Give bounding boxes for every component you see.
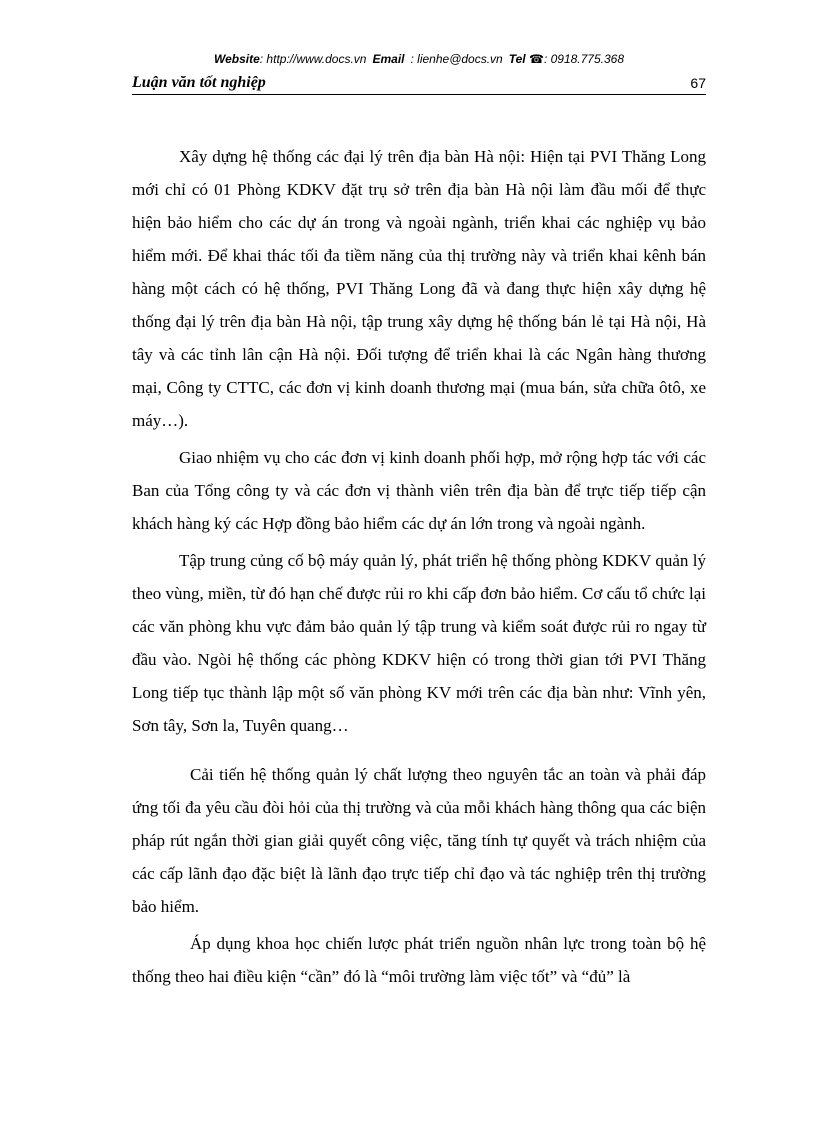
website-contact-line — [132, 52, 706, 66]
body-text — [132, 140, 706, 993]
running-header — [132, 72, 706, 95]
paragraph-agent-network: Xây dựng hệ thống các đại lý trên địa bàn Hà nội: Hiện tại PVI Thăng Long mới chỉ có 01 Phòng KDKV đặt trụ sở trên địa bàn Hà nội làm đầu mối để thực hiện bảo hiểm cho các dự án trong và ngoài ngành, triển khai các nghiệp vụ bảo hiểm mới. Để khai thác tối đa tiềm năng của thị trường này và triển khai kênh bán hàng một cách có hệ thống, PVI Thăng Long đã và đang thực hiện xây dựng hệ thống đại lý trên địa bàn Hà nội, tập trung xây dựng hệ thống bán lẻ tại Hà nội, Hà tây và các tỉnh lân cận Hà nội. Đối tượng để triển khai là các Ngân hàng thương mại, Công ty CTTC, các đơn vị kinh doanh thương mại (mua bán, sửa chữa ôtô, xe máy…). — [132, 147, 706, 430]
page-number: 67 — [690, 75, 706, 91]
tel-number: : 0918.775.368 — [543, 52, 625, 66]
paragraph-human-resources: Áp dụng khoa học chiến lược phát triển nguồn nhân lực trong toàn bộ hệ thống theo hai điều kiện “cần” đó là “môi trường làm việc tốt” và “đủ” là — [132, 934, 706, 986]
website-url[interactable]: : http://www.docs.vn — [259, 52, 367, 66]
email-address[interactable]: : lienhe@docs.vn — [410, 52, 503, 66]
website-label: Website — [213, 52, 260, 66]
document-title: Luận văn tốt nghiệp — [132, 74, 266, 91]
paragraph-quality-management: Cải tiến hệ thống quản lý chất lượng theo nguyên tắc an toàn và phải đáp ứng tối đa yêu cầu đòi hỏi của thị trường và của mỗi khách hàng thông qua các biện pháp rút ngắn thời gian giải quyết công việc, tăng tính tự quyết và trách nhiệm của các cấp lãnh đạo đặc biệt là lãnh đạo trực tiếp chỉ đạo và tác nghiệp trên thị trường bảo hiểm. — [132, 765, 706, 916]
tel-label: Tel — [508, 52, 526, 66]
email-label: Email — [372, 52, 405, 66]
paragraph-management-structure: Tập trung củng cố bộ máy quản lý, phát triển hệ thống phòng KDKV quản lý theo vùng, miền, từ đó hạn chế được rủi ro khi cấp đơn bảo hiểm. Cơ cấu tổ chức lại các văn phòng khu vực đảm bảo quản lý tập trung và kiểm soát được rủi ro ngay từ đầu vào. Ngòi hệ thống các phòng KDKV hiện có trong thời gian tới PVI Thăng Long tiếp tục thành lập một số văn phòng KV mới trên các địa bàn như: Vĩnh yên, Sơn tây, Sơn la, Tuyên quang… — [132, 551, 706, 735]
phone-icon: ☎ — [528, 52, 544, 66]
paragraph-cooperation: Giao nhiệm vụ cho các đơn vị kinh doanh phối hợp, mở rộng hợp tác với các Ban của Tổng công ty và các đơn vị thành viên trên địa bàn để trực tiếp tiếp cận khách hàng ký các Hợp đồng bảo hiểm các dự án lớn trong và ngoài ngành. — [132, 448, 706, 533]
